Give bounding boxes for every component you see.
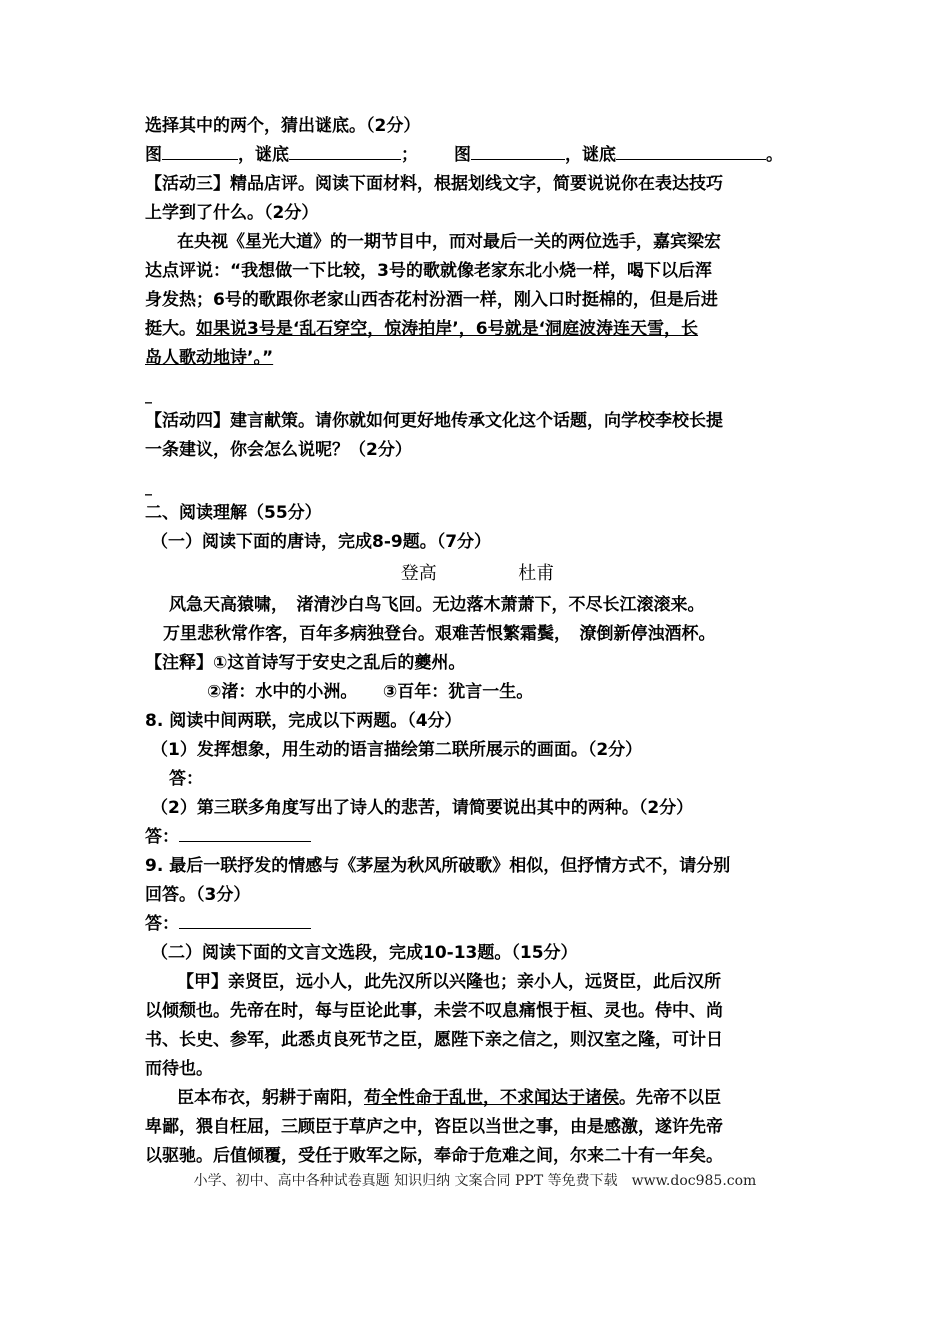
jia-line-2: 以倾颓也。先帝在时，每与臣论此事，未尝不叹息痛恨于桓、灵也。侍中、尚	[145, 1001, 723, 1021]
question-9-answer-blank[interactable]	[179, 910, 311, 929]
question-8-2-answer-blank[interactable]	[179, 823, 311, 842]
question-8-2: （2）第三联多角度写出了诗人的悲苦，请简要说出其中的两种。（2分）	[151, 798, 694, 818]
passage-2-underlined: 苟全性命于乱世，不求闻达于诸侯	[364, 1088, 619, 1108]
part-one-heading: （一）阅读下面的唐诗，完成8-9题。（7分）	[151, 532, 492, 552]
poem-title: 登高	[400, 563, 437, 584]
fill-a-answer-blank[interactable]	[289, 141, 401, 160]
activity-three-prompt-2: 上学到了什么。（2分）	[145, 203, 319, 223]
note-line-1: 【注释】①这首诗写于安史之乱后的夔州。	[145, 653, 466, 673]
activity-two-prompt: 选择其中的两个，猜出谜底。（2分）	[145, 116, 421, 136]
activity-four-prompt-1: 【活动四】建言献策。请你就如何更好地传承文化这个话题，向学校李校长提	[145, 411, 723, 431]
material-4-underlined: 如果说3号是‘乱石穿空，惊涛拍岸’，6号就是‘洞庭波涛连天雪，长	[196, 319, 699, 339]
spacer	[145, 465, 810, 477]
passage-2-tail: 。先帝不以臣	[619, 1088, 721, 1108]
jia-line-3: 书、长史、参军，此悉贞良死节之臣，愿陛下亲之信之，则汉室之隆，可计日	[145, 1030, 723, 1050]
activity-three-material-4	[145, 315, 810, 344]
fill-b-end: 。	[766, 145, 783, 165]
fill-b-answer-blank[interactable]	[616, 141, 766, 160]
jia-line-1: 【甲】亲贤臣，远小人，此先汉所以兴隆也；亲小人，远贤臣，此后汉所	[177, 972, 721, 992]
fill-b-label: 图	[454, 145, 471, 165]
poem-title-line	[145, 557, 810, 591]
fill-b-picture-blank[interactable]	[471, 141, 565, 160]
material-4-plain: 挺大。	[145, 319, 196, 339]
activity-three-material-5	[145, 344, 810, 373]
part-two-heading: （二）阅读下面的文言文选段，完成10-13题。（15分）	[151, 943, 578, 963]
question-9-answer-line	[145, 910, 810, 939]
material-5-underlined: 岛人歌动地诗’。”	[145, 348, 274, 368]
poem-line-2: 万里悲秋常作客，百年多病独登台。艰难苦恨繁霜鬓， 潦倒新停浊酒杯。	[163, 624, 716, 644]
question-9-line-1: 9. 最后一联抒发的情感与《茅屋为秋风所破歌》相似，但抒情方式不，请分别	[145, 856, 731, 876]
passage-2-line-3: 以驱驰。后值倾覆，受任于败军之际，奉命于危难之间，尔来二十有一年矣。	[145, 1146, 723, 1166]
question-8: 8. 阅读中间两联，完成以下两题。（4分）	[145, 711, 462, 731]
activity-three-material-1: 在央视《星光大道》的一期节目中，而对最后一关的两位选手，嘉宾梁宏	[177, 232, 721, 252]
note-line-2: ②渚：水中的小洲。 ③百年：犹言一生。	[207, 682, 534, 702]
question-8-1-answer-label: 答：	[169, 769, 203, 789]
section-two-heading: 二、阅读理解（55分）	[145, 503, 322, 523]
question-8-2-answer-label: 答：	[145, 827, 179, 847]
spacer	[145, 373, 810, 385]
page-footer: 小学、初中、高中各种试卷真题 知识归纳 文案合同 PPT 等免费下载 www.doc985.com	[193, 1173, 757, 1189]
fill-a-label: 图	[145, 145, 162, 165]
activity-four-prompt-2: 一条建议，你会怎么说呢？（2分）	[145, 440, 412, 460]
activity-four-answer-mark[interactable]: _	[145, 480, 152, 496]
fill-a-end: ；	[401, 145, 418, 165]
exam-page	[145, 112, 810, 1171]
question-8-2-answer-line	[145, 823, 810, 852]
fill-a-mid: ，谜底	[238, 145, 289, 165]
question-9-answer-label: 答：	[145, 914, 179, 934]
passage-2-line-1	[145, 1084, 810, 1113]
jia-line-4: 而待也。	[145, 1059, 213, 1079]
passage-2-line-2: 卑鄙，猥自枉屈，三顾臣于草庐之中，咨臣以当世之事，由是感激，遂许先帝	[145, 1117, 723, 1137]
activity-three-material-3: 身发热；6号的歌跟你老家山西杏花村汾酒一样，刚入口时挺棉的，但是后进	[145, 290, 718, 310]
fill-a-picture-blank[interactable]	[162, 141, 238, 160]
poem-line-1: 风急天高猿啸， 渚清沙白鸟飞回。无边落木萧萧下，不尽长江滚滚来。	[169, 595, 705, 615]
activity-three-material-2: 达点评说：“我想做一下比较，3号的歌就像老家东北小烧一样，喝下以后浑	[145, 261, 712, 281]
poem-author: 杜甫	[518, 563, 555, 584]
passage-2-plain: 臣本布衣，躬耕于南阳，	[177, 1088, 364, 1108]
activity-two-fill-line	[145, 141, 810, 170]
activity-three-answer-mark[interactable]: _	[145, 388, 152, 404]
activity-three-prompt-1: 【活动三】精品店评。阅读下面材料，根据划线文字，简要说说你在表达技巧	[145, 174, 723, 194]
question-9-line-2: 回答。（3分）	[145, 885, 251, 905]
fill-b-mid: ，谜底	[565, 145, 616, 165]
question-8-1: （1）发挥想象，用生动的语言描绘第二联所展示的画面。（2分）	[151, 740, 643, 760]
